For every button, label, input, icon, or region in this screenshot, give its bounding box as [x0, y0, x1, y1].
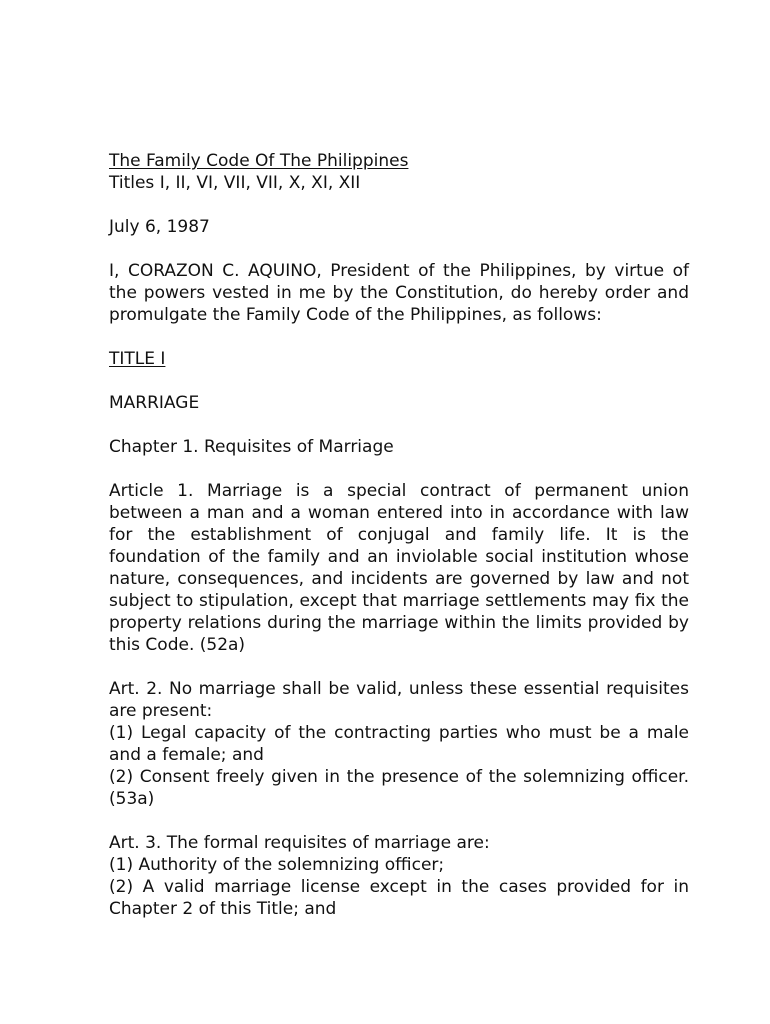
titles-line: Titles I, II, VI, VII, VII, X, XI, XII [109, 173, 361, 193]
article-2-item: (2) Consent freely given in the presence of the solemnizing officer. (53a) [109, 767, 689, 809]
article-1-paragraph: Article 1. Marriage is a special contract of permanent union between a man and a woman entered into in accordance with law for the establishment of conjugal and family life. It is the foundation of the family and an inviolable social institution whose nature, consequences, and incidents are governed by law and not subject to stipulation, except that marriage settlements may fix the property relations during the marriage within the limits provided by this Code. (52a) [109, 481, 689, 655]
article-2-item: (1) Legal capacity of the contracting parties who must be a male and a female; and [109, 723, 689, 765]
article-3-item: (2) A valid marriage license except in the cases provided for in Chapter 2 of this Title; and [109, 877, 689, 919]
title-label: TITLE I [109, 349, 166, 369]
preamble-paragraph: I, CORAZON C. AQUINO, President of the Philippines, by virtue of the powers vested in me by the Constitution, do hereby order and promulgate the Family Code of the Philippines, as follows: [109, 261, 689, 325]
article-3-item: (1) Authority of the solemnizing officer; [109, 855, 445, 875]
document-date: July 6, 1987 [109, 217, 210, 237]
document-page [109, 150, 689, 920]
title-name: MARRIAGE [109, 393, 200, 413]
document-title: The Family Code Of The Philippines [109, 151, 409, 171]
article-2-intro: Art. 2. No marriage shall be valid, unless these essential requisites are present: [109, 679, 689, 721]
chapter-heading: Chapter 1. Requisites of Marriage [109, 437, 394, 457]
article-3-intro: Art. 3. The formal requisites of marriage are: [109, 833, 490, 853]
